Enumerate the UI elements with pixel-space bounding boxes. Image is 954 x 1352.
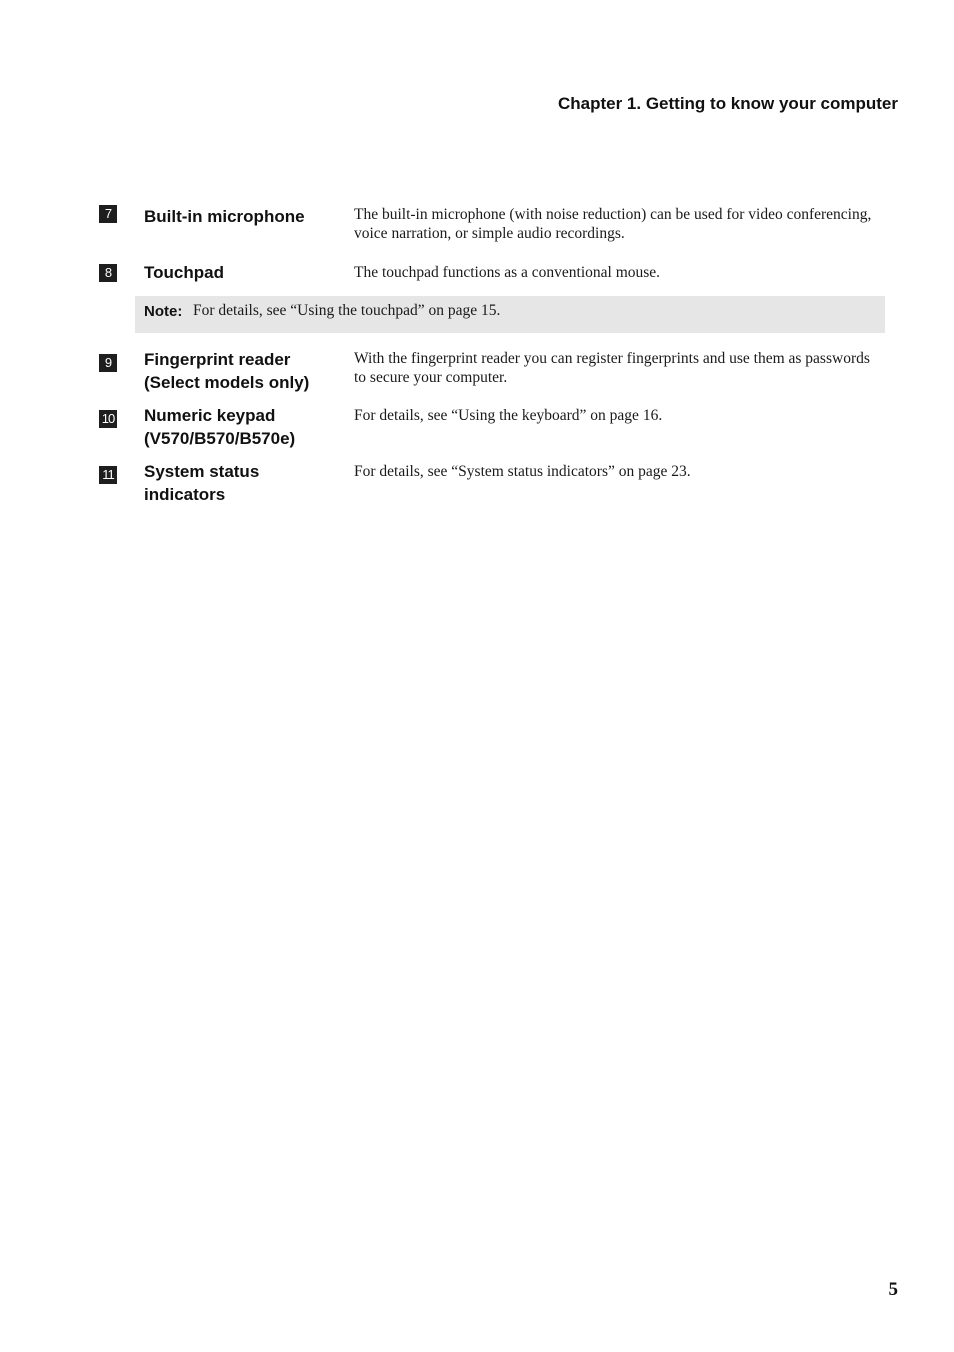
item-term: Built-in microphone	[144, 207, 305, 226]
item-description: For details, see “System status indicators” on page 23.	[354, 463, 691, 480]
item-number-badge: 10	[99, 410, 117, 428]
item-number-badge: 8	[99, 264, 117, 282]
item-number-badge: 9	[99, 354, 117, 372]
item-term: Fingerprint reader (Select models only)	[144, 350, 310, 392]
item-description: For details, see “Using the keyboard” on page 16.	[354, 407, 663, 424]
item-term: Touchpad	[144, 263, 224, 282]
item-term: Numeric keypad (V570/B570/B570e)	[144, 406, 296, 448]
item-description: The built-in microphone (with noise reduction) can be used for video conferencing, voice narration, or simple audio recordings.	[354, 206, 872, 242]
page-number: 5	[888, 1279, 898, 1300]
note-label: Note:	[144, 303, 183, 320]
item-number-badge: 11	[99, 466, 117, 484]
item-description: The touchpad functions as a conventional mouse.	[354, 264, 661, 281]
item-description: With the fingerprint reader you can register fingerprints and use them as passwords to secure your computer.	[354, 350, 870, 386]
note-text: For details, see “Using the touchpad” on page 15.	[193, 302, 501, 319]
chapter-header: Chapter 1. Getting to know your computer	[557, 94, 898, 113]
note-box	[135, 296, 885, 333]
item-term: System status indicators	[144, 462, 260, 504]
item-number-badge: 7	[99, 205, 117, 223]
